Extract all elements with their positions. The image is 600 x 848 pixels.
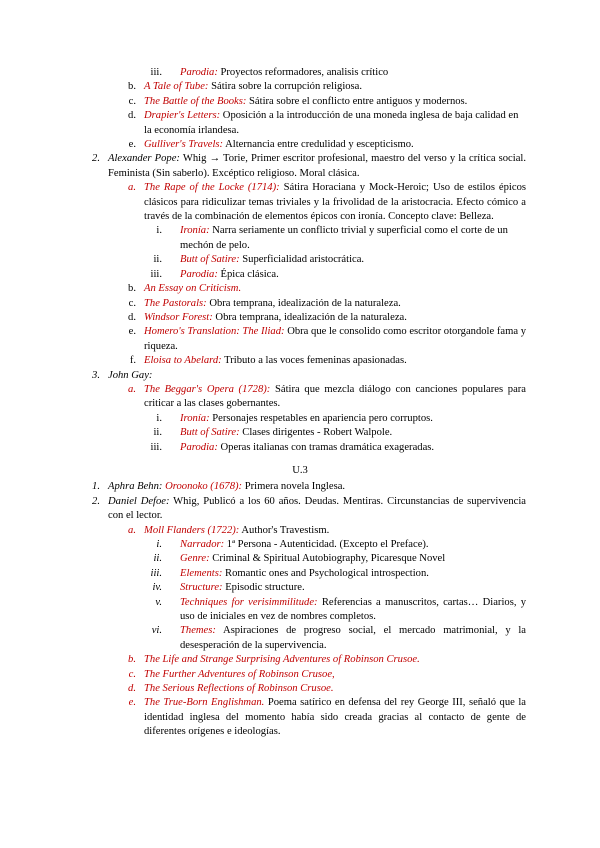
- item-text: Operas italianas con tramas dramática exageradas.: [217, 441, 435, 453]
- list-item: [0, 426, 600, 440]
- author-description: Whig, Publicó a los 60 años. Deudas. Mentiras. Circunstancias de supervivencia con el lector.: [108, 495, 526, 522]
- list-marker: iv.: [152, 582, 162, 594]
- author-name: Aphra Behn:: [108, 481, 163, 493]
- list-item: [0, 181, 600, 224]
- list-item: [0, 696, 600, 739]
- list-item: [0, 109, 600, 138]
- list-item: [0, 66, 600, 80]
- list-item: [0, 581, 600, 595]
- list-item: [0, 297, 600, 311]
- item-text: Aspiraciones de progreso social, el mercado matrimonial, y la desesperación de la supervivencia.: [180, 625, 526, 651]
- list-marker: a.: [128, 524, 136, 536]
- list-marker: d.: [128, 110, 136, 122]
- list-marker: c.: [128, 95, 136, 107]
- work-title: Eloisa to Abelard:: [144, 355, 222, 367]
- work-title: An Essay on Criticism.: [144, 283, 242, 295]
- item-text: Primera novela Inglesa.: [242, 481, 346, 493]
- item-text: Proyectos reformadores, analisis crítico: [217, 67, 389, 78]
- list-marker: 2.: [92, 495, 100, 507]
- work-title: Drapier's Letters:: [144, 110, 221, 122]
- term-label: Butt of Satire:: [180, 427, 240, 439]
- work-title: The True-Born Englishman.: [144, 697, 265, 709]
- author-description: Whig → Torie, Primer escritor profesional, maestro del verso y la crítica social. Feminista (Sin saberlo). Excéptico religioso. Moral clásica.: [108, 153, 526, 179]
- list-marker: b.: [128, 81, 136, 93]
- list-item: [0, 412, 600, 426]
- list-item: [0, 567, 600, 581]
- author-entry-behn: [0, 480, 600, 494]
- item-text: Clases dirigentes - Robert Walpole.: [239, 427, 393, 439]
- work-title: A Tale of Tube:: [144, 81, 209, 93]
- list-item: [0, 282, 600, 296]
- list-marker: ii.: [153, 427, 162, 439]
- list-item: [0, 325, 600, 354]
- work-title: Oroonoko (1678):: [165, 481, 243, 493]
- item-text: Sátira sobre el conflicto entre antiguos y modernos.: [246, 95, 468, 107]
- document-page: [0, 66, 600, 740]
- list-item: [0, 80, 600, 94]
- list-marker: e.: [128, 697, 136, 709]
- list-marker: v.: [155, 596, 162, 608]
- list-item: [0, 95, 600, 109]
- work-title: The Rape of the Locke (1714):: [144, 182, 280, 194]
- list-item: [0, 668, 600, 682]
- term-label: Parodia:: [180, 441, 218, 453]
- list-marker: c.: [128, 668, 136, 680]
- term-label: Ironía:: [180, 225, 210, 237]
- author-name: Alexander Pope:: [108, 153, 180, 165]
- list-item: [0, 538, 600, 552]
- author-entry-gay: [0, 369, 600, 383]
- list-marker: ii.: [153, 254, 162, 266]
- item-text: Personajes respetables en apariencia pero corruptos.: [209, 412, 433, 424]
- item-text: Poema satírico en defensa del rey George III, señaló que la identidad inglesa del momento había sido creada gracias al contacto de gente de diferentes orígenes e ideologías.: [144, 697, 526, 738]
- list-item: [0, 682, 600, 696]
- list-item: [0, 253, 600, 267]
- term-label: Narrador:: [180, 539, 225, 550]
- work-title: Parodia:: [180, 67, 218, 78]
- work-title: Moll Flanders (1722):: [144, 524, 240, 536]
- list-item: [0, 138, 600, 152]
- work-title: The Life and Strange Surprising Adventures of Robinson Crusoe.: [144, 654, 420, 666]
- term-label: Techniques for verisimmilitude:: [180, 596, 318, 608]
- item-text: Sátira Horaciana y Mock-Heroic; Uso de estilos épicos clásicos para ridiculizar temas triviales y la frivolidad de la aristocracia. Efecto cómico a través de la combinación de elementos épicos con ironía. Concepto clave: Belleza.: [144, 182, 526, 223]
- unit-heading: U.3: [292, 464, 308, 476]
- item-text: Sátira que mezcla diálogo con canciones populares para criticar a las clases gobernantes.: [144, 383, 526, 410]
- list-item: [0, 552, 600, 566]
- work-title: The Beggar's Opera (1728):: [144, 383, 271, 395]
- list-marker: 3.: [92, 369, 100, 381]
- list-item: [0, 441, 600, 455]
- list-marker: vi.: [151, 625, 162, 637]
- term-label: Themes:: [180, 625, 216, 637]
- item-text: Alternancia entre credulidad y escepticismo.: [223, 139, 414, 151]
- list-marker: 2.: [92, 153, 100, 165]
- list-item: [0, 624, 600, 653]
- list-item: [0, 524, 600, 538]
- work-title: The Battle of the Books:: [144, 95, 247, 107]
- list-marker: i.: [156, 225, 162, 237]
- list-marker: e.: [128, 326, 136, 338]
- item-text: Superficialidad aristocrática.: [239, 254, 365, 266]
- list-marker: iii.: [150, 441, 162, 453]
- list-marker: iii.: [150, 567, 162, 579]
- item-text: 1ª Persona - Autenticidad. (Excepto el Preface).: [224, 539, 429, 550]
- author-name: Daniel Defoe:: [108, 495, 170, 507]
- list-item: [0, 224, 600, 253]
- work-title: Homero's Translation: The Iliad:: [144, 326, 285, 338]
- list-item: [0, 383, 600, 412]
- work-title: The Further Adventures of Robinson Crusoe,: [144, 668, 335, 680]
- author-entry-pope: [0, 152, 600, 181]
- term-label: Structure:: [180, 582, 223, 594]
- term-label: Parodia:: [180, 268, 218, 280]
- item-text: Episodic structure.: [222, 582, 305, 594]
- list-marker: a.: [128, 182, 136, 194]
- term-label: Butt of Satire:: [180, 254, 240, 266]
- work-title: Windsor Forest:: [144, 311, 213, 323]
- list-marker: c.: [128, 297, 136, 309]
- list-marker: ii.: [153, 553, 162, 565]
- list-marker: d.: [128, 311, 136, 323]
- list-marker: iii.: [150, 268, 162, 280]
- term-label: Ironía:: [180, 412, 210, 424]
- term-label: Elements:: [180, 567, 223, 579]
- item-text: Oposición a la introducción de una moneda inglesa de baja calidad en la economía irlandesa.: [144, 110, 519, 136]
- author-entry-defoe: [0, 495, 600, 524]
- author-name: John Gay:: [108, 369, 153, 381]
- item-text: Obra temprana, idealización de la naturaleza.: [206, 297, 401, 309]
- list-item: [0, 596, 600, 625]
- item-text: Narra seriamente un conflicto trivial y superficial como el corte de un mechón de pelo.: [180, 225, 508, 251]
- list-marker: i.: [156, 412, 162, 424]
- term-label: Genre:: [180, 553, 210, 565]
- list-marker: f.: [129, 355, 136, 367]
- list-marker: e.: [128, 139, 136, 151]
- list-marker: d.: [128, 683, 136, 695]
- item-text: Épica clásica.: [217, 268, 279, 280]
- list-marker: b.: [128, 654, 136, 666]
- item-text: Author's Travestism.: [239, 524, 330, 536]
- list-item: [0, 268, 600, 282]
- item-text: Criminal & Spiritual Autobiography, Picaresque Novel: [209, 553, 446, 565]
- list-marker: a.: [128, 383, 136, 395]
- list-marker: i.: [156, 539, 162, 550]
- item-text: Obra temprana, idealización de la naturaleza.: [212, 311, 407, 323]
- list-marker: iii.: [150, 67, 162, 78]
- item-text: Romantic ones and Psychological introspection.: [222, 567, 429, 579]
- work-title: Gulliver's Travels:: [144, 139, 224, 151]
- work-title: The Serious Reflections of Robinson Crusoe.: [144, 683, 334, 695]
- item-text: Sátira sobre la corrupción religiosa.: [208, 81, 363, 93]
- list-item: [0, 653, 600, 667]
- list-marker: 1.: [92, 481, 100, 493]
- item-text: Obra que le consolido como escritor otorgandole fama y riqueza.: [144, 326, 526, 352]
- item-text: Referencias a manuscritos, cartas… Diarios, y uso de iniciales en vez de nombres completos.: [180, 596, 527, 623]
- list-marker: b.: [128, 283, 136, 295]
- list-item: [0, 354, 600, 368]
- work-title: The Pastorals:: [144, 297, 207, 309]
- list-item: [0, 311, 600, 325]
- item-text: Tributo a las voces femeninas apasionadas.: [221, 355, 407, 367]
